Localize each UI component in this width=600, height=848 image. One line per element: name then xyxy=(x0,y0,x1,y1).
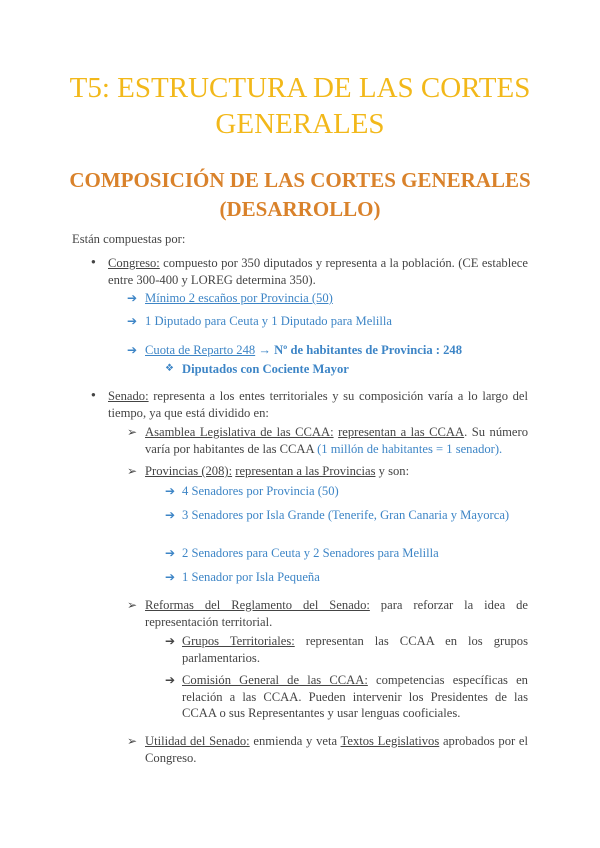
asamblea-blue: (1 millón de habitantes = 1 senador). xyxy=(317,441,503,456)
arrow-icon: ➔ xyxy=(165,570,176,584)
provincias-item-3: 2 Senadores para Ceuta y 2 Senadores para Melilla xyxy=(182,546,439,560)
provincias-label: Provincias (208): xyxy=(145,464,233,478)
reparto-label: Cuota de Reparto 248 xyxy=(145,343,256,357)
reformas-text: para reforzar la idea de representación territorial. xyxy=(145,598,528,629)
asamblea-paragraph xyxy=(145,424,528,457)
reparto-line xyxy=(145,342,462,359)
utilidad-u-text: Textos Legislativos xyxy=(340,734,440,748)
congreso-item-2: 1 Diputado para Ceuta y 1 Diputado para Melilla xyxy=(145,314,392,328)
utilidad-text-1: enmienda y veta xyxy=(249,734,341,748)
reformas-paragraph xyxy=(145,597,528,630)
diamond-icon: ❖ xyxy=(165,363,174,374)
congreso-item-1: Mínimo 2 escaños por Provincia (50) xyxy=(145,291,333,305)
section-title: COMPOSICIÓN DE LAS CORTES GENERALES (DESARROLLO) xyxy=(69,168,531,221)
provincias-item-4: 1 Senador por Isla Pequeña xyxy=(182,570,320,584)
reparto-bold: Nº de habitantes de Provincia : 248 xyxy=(274,343,462,357)
asamblea-u-text: representan a las CCAA xyxy=(338,425,465,439)
senado-text: representa a los entes territoriales y su composición varía a lo largo del tiempo, ya que está dividido en: xyxy=(108,389,528,420)
arrow-icon: ➔ xyxy=(127,343,138,357)
triangle-arrow-icon: ➢ xyxy=(127,598,138,612)
cociente-text: Diputados con Cociente Mayor xyxy=(182,362,349,376)
provincias-item-2: 3 Senadores por Isla Grande (Tenerife, Gran Canaria y Mayorca) xyxy=(182,508,510,522)
grupos-text: representan las CCAA en los grupos parlamentarios. xyxy=(182,634,529,665)
arrow-icon: ➔ xyxy=(165,484,176,498)
congreso-text: compuesto por 350 diputados y representa a la población. (CE establece entre 300-400 y LOREG determina 350). xyxy=(108,256,528,287)
grupos-label: Grupos Territoriales: xyxy=(182,634,295,648)
utilidad-label: Utilidad del Senado: xyxy=(145,734,250,748)
arrow-icon: ➔ xyxy=(127,314,138,328)
triangle-arrow-icon: ➢ xyxy=(127,425,138,439)
triangle-arrow-icon: ➢ xyxy=(127,464,138,478)
arrow-icon: ➔ xyxy=(127,291,138,305)
senado-paragraph xyxy=(108,388,528,421)
provincias-item-1: 4 Senadores por Provincia (50) xyxy=(182,484,339,498)
comision-label: Comisión General de las CCAA: xyxy=(182,673,368,687)
provincias-text: y son: xyxy=(375,464,410,478)
comision-paragraph xyxy=(182,672,528,722)
asamblea-label: Asamblea Legislativa de las CCAA: xyxy=(145,425,334,439)
reparto-arrow: → xyxy=(255,343,275,357)
triangle-arrow-icon: ➢ xyxy=(127,734,138,748)
congreso-label: Congreso: xyxy=(108,256,160,270)
arrow-icon: ➔ xyxy=(165,673,176,687)
intro-text: Están compuestas por: xyxy=(72,232,186,246)
arrow-icon: ➔ xyxy=(165,508,176,522)
provincias-line xyxy=(145,463,409,480)
utilidad-text-2: aprobados por el Congreso. xyxy=(145,734,529,765)
congreso-paragraph xyxy=(108,255,528,288)
asamblea-text: . Su número varía por habitantes de las CCAA xyxy=(145,425,528,456)
provincias-u-text: representan a las Provincias xyxy=(235,464,376,478)
bullet-icon: ● xyxy=(91,390,96,399)
senado-label: Senado: xyxy=(108,389,149,403)
arrow-icon: ➔ xyxy=(165,546,176,560)
reformas-label: Reformas del Reglamento del Senado: xyxy=(145,598,370,612)
arrow-icon: ➔ xyxy=(165,634,176,648)
page-title: T5: ESTRUCTURA DE LAS CORTES GENERALES xyxy=(69,72,531,140)
utilidad-paragraph xyxy=(145,733,528,766)
bullet-icon: ● xyxy=(91,257,96,266)
grupos-paragraph xyxy=(182,633,528,666)
comision-text: competencias específicas en relación a las CCAA. Pueden intervenir los Presidentes de las CCAA o sus Representantes y usar lenguas cooficiales. xyxy=(182,673,528,720)
